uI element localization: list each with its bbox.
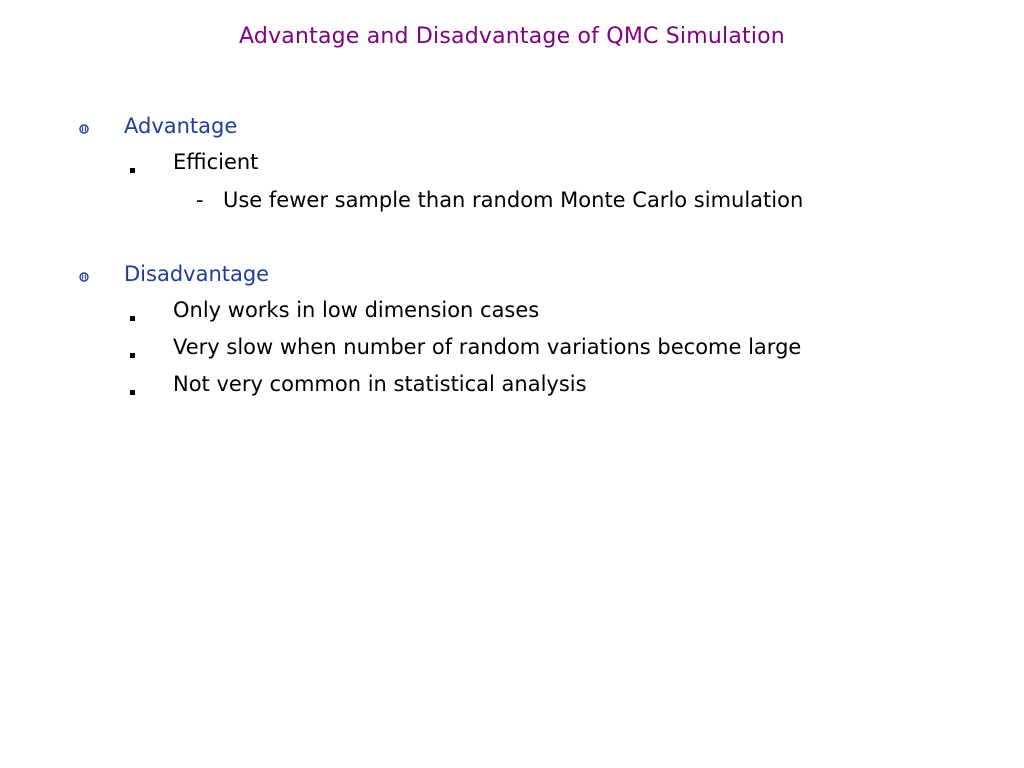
section-heading-disadvantage: Disadvantage xyxy=(124,262,270,286)
ornament-bullet-icon xyxy=(79,272,89,282)
list-item: Only works in low dimension cases xyxy=(173,298,540,322)
list-item: Efficient xyxy=(173,150,259,174)
list-item: Not very common in statistical analysis xyxy=(173,372,587,396)
dash-bullet: - xyxy=(196,188,204,212)
square-bullet-icon xyxy=(130,316,135,321)
square-bullet-icon xyxy=(130,353,135,358)
square-bullet-icon xyxy=(130,390,135,395)
square-bullet-icon xyxy=(130,168,135,173)
section-heading-advantage: Advantage xyxy=(124,114,238,138)
list-item: Very slow when number of random variations become large xyxy=(173,335,802,359)
slide-title: Advantage and Disadvantage of QMC Simulation xyxy=(239,24,785,49)
ornament-bullet-icon xyxy=(79,124,89,134)
sub-list-item: Use fewer sample than random Monte Carlo simulation xyxy=(223,188,804,212)
